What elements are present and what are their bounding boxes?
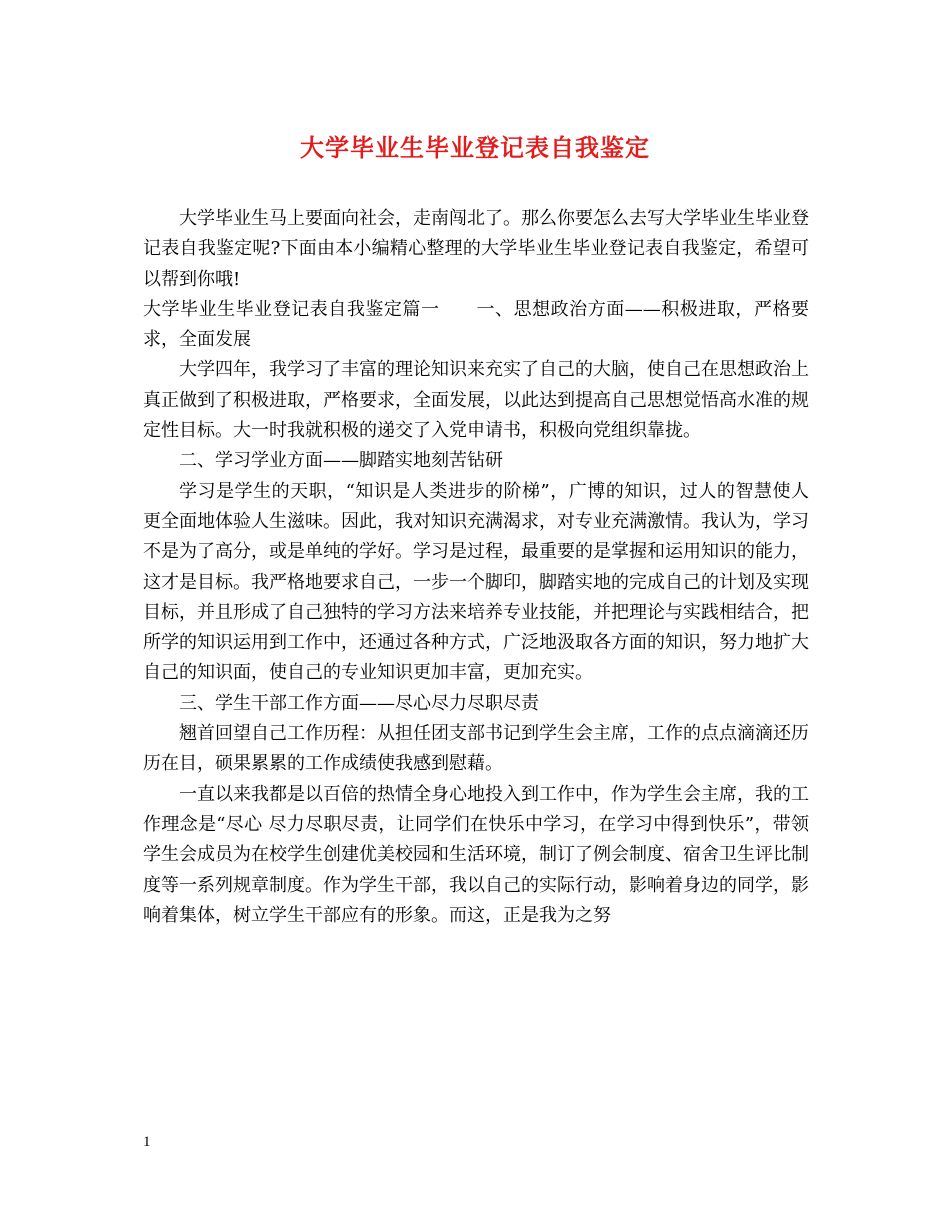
section-heading-study: 二、学习学业方面——脚踏实地刻苦钻研 (179, 450, 503, 472)
paragraph-political: 大学四年，我学习了丰富的理论知识来充实了自己的大脑，使自己在思想政治上真正做到了积极进取，严格要求，全面发展，以此达到提高自己思想觉悟高水准的规定性目标。大一时我就积极的递交了入党申请书，积极向党组织靠拢。 (143, 359, 809, 442)
paragraph-cadre-review: 翘首回望自己工作历程：从担任团支部书记到学生会主席，工作的点点滴滴还历历在目，硕果累累的工作成绩使我感到慰藉。 (143, 723, 809, 775)
intro-paragraph: 大学毕业生马上要面向社会，走南闯北了。那么你要怎么去写大学毕业生毕业登记表自我鉴定呢?下面由本小编精心整理的大学毕业生毕业登记表自我鉴定，希望可以帮到你哦! (143, 208, 809, 290)
paragraph-study: 学习是学生的天职，“知识是人类进步的阶梯”，广博的知识，过人的智慧使人更全面地体验人生滋味。因此，我对知识充满渴求，对专业充满激情。我认为，学习不是为了高分，或是单纯的学好。学习是过程，最重要的是掌握和运用知识的能力，这才是目标。我严格地要求自己，一步一个脚印，脚踏实地的完成自己的计划及实现目标，并且形成了自己独特的学习方法来培养专业技能，并把理论与实践相结合，把所学的知识运用到工作中，还通过各种方式，广泛地汲取各方面的知识，努力地扩大自己的知识面，使自己的专业知识更加丰富，更加充实。 (143, 480, 809, 684)
document-title: 大学毕业生毕业登记表自我鉴定 (300, 133, 650, 162)
page-number: 1 (143, 1134, 151, 1150)
section-heading-part-one: 大学毕业生毕业登记表自我鉴定篇一 一、思想政治方面——积极进取，严格要求，全面发展 (143, 298, 809, 351)
paragraph-cadre-work: 一直以来我都是以百倍的热情全身心地投入到工作中，作为学生会主席，我的工作理念是“尽心 尽力尽职尽责，让同学们在快乐中学习，在学习中得到快乐”，带领学生会成员为在校学生创建优美校园和生活环境，制订了例会制度、宿舍卫生评比制度等一系列规章制度。作为学生干部，我以自己的实际行动，影响着身边的同学，影响着集体，树立学生干部应有的形象。而这，正是我为之努 (143, 783, 809, 926)
section-heading-cadre: 三、学生干部工作方面——尽心尽力尽职尽责 (179, 692, 539, 714)
document-body (143, 204, 809, 931)
